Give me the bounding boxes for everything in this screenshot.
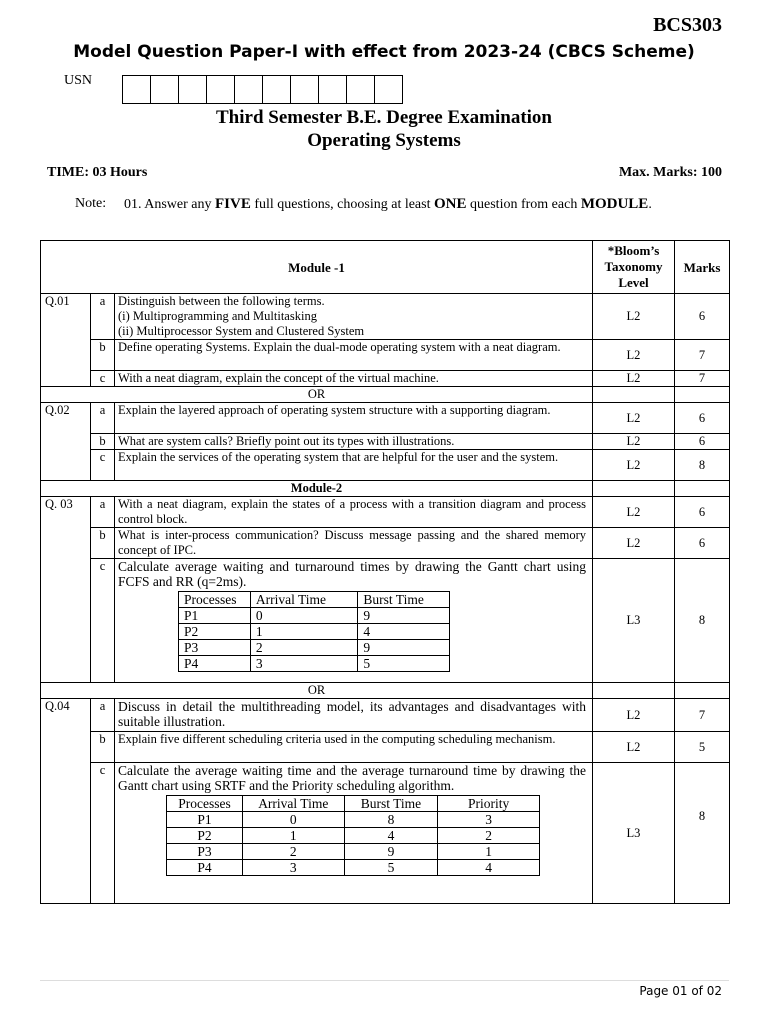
bloom-level: L2 bbox=[593, 340, 675, 371]
question-row bbox=[41, 403, 730, 434]
question-text: Explain five different scheduling criteria used in the computing scheduling mechanism. bbox=[115, 732, 593, 763]
table-row: P3 2 9 bbox=[179, 640, 450, 656]
usn-box bbox=[151, 76, 179, 103]
table-row: P2 1 4 2 bbox=[167, 828, 540, 844]
question-row bbox=[41, 559, 730, 683]
exam-name: Third Semester B.E. Degree Examination bbox=[216, 107, 552, 128]
table-row: Processes Arrival Time Burst Time Priority bbox=[167, 796, 540, 812]
usn-box bbox=[235, 76, 263, 103]
module-1-heading: Module -1 bbox=[41, 241, 593, 294]
bloom-level: L3 bbox=[593, 763, 675, 904]
question-text: Explain the layered approach of operating system structure with a supporting diagram. bbox=[115, 403, 593, 434]
question-text: Discuss in detail the multithreading model, its advantages and disadvantages with suitable illustration. bbox=[115, 699, 593, 732]
question-text: Define operating Systems. Explain the dual-mode operating system with a neat diagram. bbox=[115, 340, 593, 371]
question-table bbox=[40, 240, 730, 904]
marks-header: Marks bbox=[675, 241, 730, 294]
bloom-level: L2 bbox=[593, 434, 675, 450]
bloom-level: L2 bbox=[593, 403, 675, 434]
sub-label: a bbox=[91, 699, 115, 732]
marks: 8 bbox=[675, 559, 730, 683]
sub-label: c bbox=[91, 450, 115, 481]
process-table bbox=[166, 795, 540, 876]
question-text: With a neat diagram, explain the concept of the virtual machine. bbox=[115, 371, 593, 387]
bloom-level: L2 bbox=[593, 528, 675, 559]
sub-label: c bbox=[91, 371, 115, 387]
question-row bbox=[41, 340, 730, 371]
question-row bbox=[41, 732, 730, 763]
marks: 8 bbox=[675, 763, 730, 904]
question-row bbox=[41, 450, 730, 481]
table-row: P3 2 9 1 bbox=[167, 844, 540, 860]
bloom-header: *Bloom’s Taxonomy Level bbox=[593, 241, 675, 294]
table-row: P1 0 8 3 bbox=[167, 812, 540, 828]
marks: 6 bbox=[675, 403, 730, 434]
question-row bbox=[41, 763, 730, 904]
question-number: Q.01 bbox=[41, 294, 91, 387]
course-code: BCS303 bbox=[653, 14, 722, 36]
question-number: Q.02 bbox=[41, 403, 91, 481]
or-separator: OR bbox=[41, 683, 593, 699]
sub-label: a bbox=[91, 294, 115, 340]
marks: 5 bbox=[675, 732, 730, 763]
sub-label: a bbox=[91, 497, 115, 528]
marks: 6 bbox=[675, 434, 730, 450]
question-text: Distinguish between the following terms. (i) Multiprogramming and Multitasking (ii) Multiprocessor System and Clustered System bbox=[115, 294, 593, 340]
usn-box bbox=[179, 76, 207, 103]
marks: 6 bbox=[675, 294, 730, 340]
sub-label: c bbox=[91, 763, 115, 904]
table-row: P2 1 4 bbox=[179, 624, 450, 640]
sub-label: b bbox=[91, 732, 115, 763]
usn-box bbox=[319, 76, 347, 103]
question-text: What are system calls? Briefly point out its types with illustrations. bbox=[115, 434, 593, 450]
sub-label: a bbox=[91, 403, 115, 434]
table-row: P4 3 5 bbox=[179, 656, 450, 672]
sub-label: b bbox=[91, 434, 115, 450]
question-text: What is inter-process communication? Discuss message passing and the shared memory concept of IPC. bbox=[115, 528, 593, 559]
bloom-level: L2 bbox=[593, 371, 675, 387]
table-row: Processes Arrival Time Burst Time bbox=[179, 592, 450, 608]
note-label: Note: bbox=[75, 196, 107, 211]
marks: 6 bbox=[675, 528, 730, 559]
module-2-heading: Module-2 bbox=[41, 481, 593, 497]
usn-label: USN bbox=[64, 73, 93, 88]
exam-time: TIME: 03 Hours bbox=[47, 165, 148, 180]
marks: 7 bbox=[675, 340, 730, 371]
question-row bbox=[41, 497, 730, 528]
question-row bbox=[41, 294, 730, 340]
usn-box bbox=[207, 76, 235, 103]
process-table bbox=[178, 591, 450, 672]
note-text: 01. Answer any FIVE full questions, choosing at least ONE question from each MODULE. bbox=[124, 196, 652, 212]
question-row bbox=[41, 528, 730, 559]
question-row bbox=[41, 371, 730, 387]
marks: 8 bbox=[675, 450, 730, 481]
max-marks: Max. Marks: 100 bbox=[618, 165, 722, 180]
bloom-level: L2 bbox=[593, 732, 675, 763]
page-number: Page 01 of 02 bbox=[639, 984, 722, 998]
bloom-level: L3 bbox=[593, 559, 675, 683]
usn-box bbox=[291, 76, 319, 103]
question-number: Q. 03 bbox=[41, 497, 91, 683]
or-separator: OR bbox=[41, 387, 593, 403]
marks: 7 bbox=[675, 371, 730, 387]
usn-box bbox=[375, 76, 402, 103]
sub-label: c bbox=[91, 559, 115, 683]
question-text: Calculate the average waiting time and the average turnaround time by drawing the Gantt chart using SRTF and the Priority scheduling algorithm. Processes Arrival Time Burst Time Priority P1 0 8 3 P2 1 4 2 P3 2 9 1 P4 3 5 4 bbox=[115, 763, 593, 904]
bloom-level: L2 bbox=[593, 497, 675, 528]
table-row: P1 0 9 bbox=[179, 608, 450, 624]
bloom-level: L2 bbox=[593, 450, 675, 481]
question-row bbox=[41, 699, 730, 732]
usn-box bbox=[347, 76, 375, 103]
table-row: P4 3 5 4 bbox=[167, 860, 540, 876]
marks: 6 bbox=[675, 497, 730, 528]
question-text: With a neat diagram, explain the states of a process with a transition diagram and process control block. bbox=[115, 497, 593, 528]
footer-divider bbox=[40, 980, 729, 981]
sub-label: b bbox=[91, 528, 115, 559]
question-row bbox=[41, 434, 730, 450]
question-number: Q.04 bbox=[41, 699, 91, 904]
marks: 7 bbox=[675, 699, 730, 732]
bloom-level: L2 bbox=[593, 294, 675, 340]
question-text: Calculate average waiting and turnaround times by drawing the Gantt chart using FCFS and RR (q=2ms). Processes Arrival Time Burst Time P1 0 9 P2 1 4 P3 2 9 P4 3 5 bbox=[115, 559, 593, 683]
subject-name: Operating Systems bbox=[307, 130, 461, 151]
paper-title: Model Question Paper-I with effect from 2023-24 (CBCS Scheme) bbox=[73, 42, 695, 62]
sub-label: b bbox=[91, 340, 115, 371]
question-text: Explain the services of the operating system that are helpful for the user and the system. bbox=[115, 450, 593, 481]
usn-box bbox=[123, 76, 151, 103]
usn-box bbox=[263, 76, 291, 103]
exam-heading bbox=[0, 106, 768, 152]
usn-boxes bbox=[122, 75, 403, 104]
bloom-level: L2 bbox=[593, 699, 675, 732]
